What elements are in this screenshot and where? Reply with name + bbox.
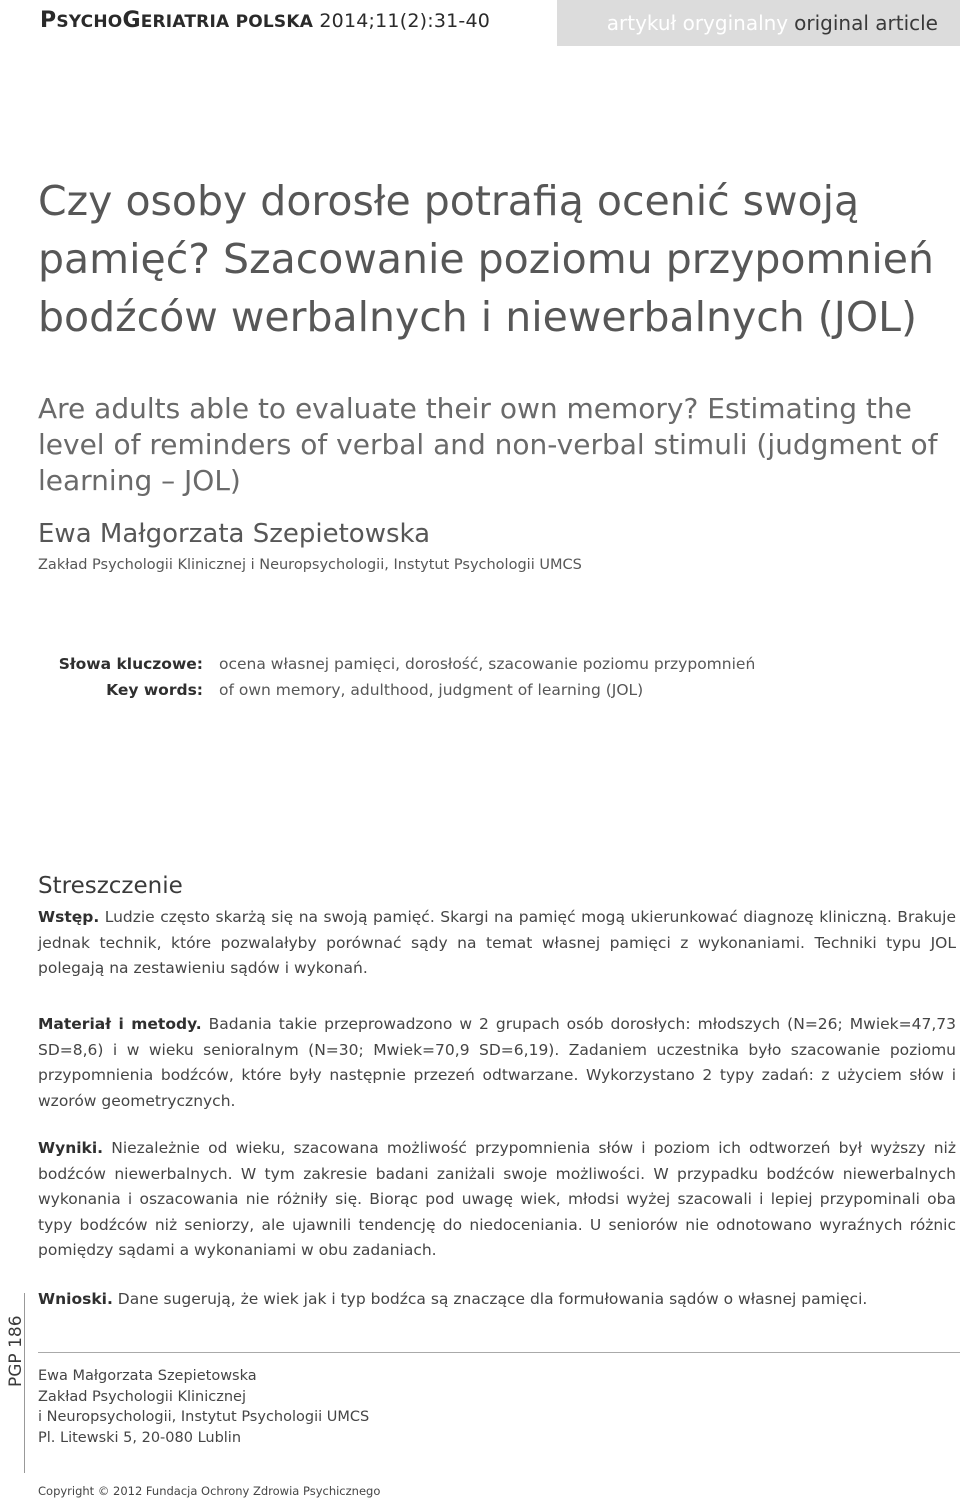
abstract-section-results: [38, 1136, 956, 1264]
page-side-label: PGP 186: [6, 1315, 26, 1387]
section-body: Niezależnie od wieku, szacowana możliwość przypomnienia słów i poziom ich odtworzeń był wyższy niż bodźców niewerbalnych. W tym zakresie badani zaniżali swoje możliwości. W przypadku bodźców niewerbalnych wykonania i oszacowania nie różniły się. Biorąc pod uwagę wiek, młodsi wyżej szacowali i lepiej przypominali oba typy bodźców niż seniorzy, ale ujawnili tendencję do niedoceniania. U seniorów nie odnotowano wyraźnych różnic pomiędzy sądami a wykonaniami w obu zadaniach.: [38, 1139, 956, 1260]
address-line: Pl. Litewski 5, 20-080 Lublin: [38, 1429, 242, 1446]
section-head: Wstęp.: [38, 908, 100, 926]
title-polish: Czy osoby dorosłe potrafią ocenić swoją pamięć? Szacowanie poziomu przypomnień bodźców werbalnych i niewerbalnych (JOL): [38, 177, 934, 341]
abstract-heading: Streszczenie: [38, 873, 183, 899]
keywords-en-text: of own memory, adulthood, judgment of learning (JOL): [219, 681, 644, 699]
journal-volume-pages: 2014;11(2):31-40: [319, 10, 491, 32]
journal-name-sycho: SYCHO: [56, 12, 123, 32]
author-affiliation: Zakład Psychologii Klinicznej i Neuropsychologii, Instytut Psychologii UMCS: [38, 557, 582, 573]
abstract-section-conclusions: [38, 1287, 956, 1313]
address-line: Zakład Psychologii Klinicznej: [38, 1388, 246, 1405]
section-head: Wyniki.: [38, 1139, 104, 1157]
keywords-en-label: Key words:: [106, 681, 203, 699]
section-body: Ludzie często skarżą się na swoją pamięć. Skargi na pamięć mogą ukierunkować diagnozę kliniczną. Brakuje jednak technik, które pozwalałyby porównać sądy na temat własnej pamięci z wykonaniami. Techniki typu JOL polegają na zestawieniu sądów i wykonań.: [38, 908, 956, 978]
title-english: Are adults able to evaluate their own memory? Estimating the level of reminders of verbal and non-verbal stimuli (judgment of learning – JOL): [38, 392, 938, 497]
journal-name-initial-g: G: [122, 8, 141, 33]
abstract-section-intro: [38, 905, 956, 982]
keywords-pl-text: ocena własnej pamięci, dorosłość, szacowanie poziomu przypomnień: [219, 655, 756, 673]
keywords-pl-label: Słowa kluczowe:: [58, 655, 203, 673]
copyright-notice: Copyright © 2012 Fundacja Ochrony Zdrowia Psychicznego: [38, 1484, 381, 1498]
address-line: Ewa Małgorzata Szepietowska: [38, 1368, 257, 1384]
article-type-en: original article: [794, 11, 938, 35]
journal-name-eriatria: ERIATRIA: [140, 12, 230, 32]
abstract-section-methods: [38, 1012, 956, 1114]
section-head: Wnioski.: [38, 1290, 113, 1308]
article-type-pl: artykuł oryginalny: [606, 11, 789, 35]
author-name: Ewa Małgorzata Szepietowska: [38, 519, 431, 549]
abstract-body: [38, 0, 956, 1501]
correspondence-address: [38, 1366, 369, 1448]
address-divider: [38, 1352, 960, 1353]
section-head: Materiał i metody.: [38, 1015, 202, 1033]
section-body: Dane sugerują, że wiek jak i typ bodźca są znaczące dla formułowania sądów o własnej pamięci.: [117, 1290, 868, 1308]
address-line: i Neuropsychologii, Instytut Psychologii UMCS: [38, 1409, 370, 1425]
journal-name-initial-p: P: [40, 8, 57, 33]
journal-name-polska: POLSKA: [235, 12, 314, 32]
section-body: Badania takie przeprowadzono w 2 grupach osób dorosłych: młodszych (N=26; Mwiek=47,73 SD=8,6) i w wieku senioralnym (N=30; Mwiek=70,9 SD=6,19). Zadaniem uczestnika było szacowanie poziomu przypomnienia bodźców, które były następnie przezeń odtwarzane. Wykorzystano 2 typy zadań: z użyciem słów i wzorów geometrycznych.: [38, 1015, 956, 1110]
